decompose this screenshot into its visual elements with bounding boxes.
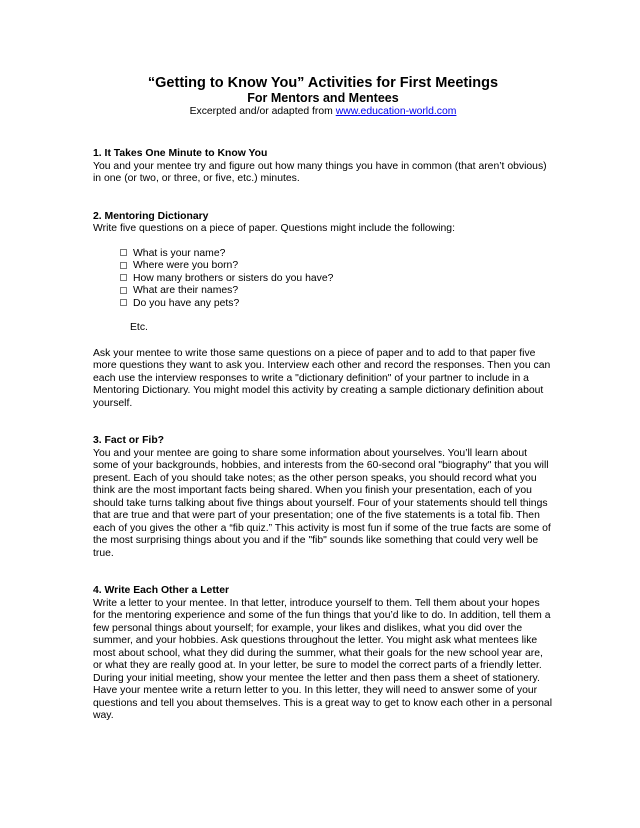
section-body: You and your mentee try and figure out how many things you have in common (that aren’t obvious) in one (or two, or three, or five, etc.) minutes. [93,160,547,184]
document-title: “Getting to Know You” Activities for First Meetings [147,75,499,91]
section-body: Ask your mentee to write those same questions on a piece of paper and to add to that paper five more questions they want to ask you. Interview each other and record the responses. Then you can each use the interview responses to write a "dictionary definition" of your partner to include in a Mentoring Dictionary. You might model this activity by creating a sample dictionary definition about yourself. [93,347,551,409]
checkbox-bullet-icon [120,262,127,269]
source-link[interactable]: www.education-world.com [335,106,457,117]
section-body: Write a letter to your mentee. In that letter, introduce yourself to them. Tell them about your hopes for the mentoring experience and some of the fun things that you’d like to do. In addition, tell them a few personal things about yourself; for example, your likes and dislikes, what you did over the summer, and your hobbies. Ask questions throughout the letter. You might ask what mentees like most about school, what they did during the summer, what their goals for the new school year are, or what they are really good at. In your letter, be sure to model the correct parts of a friendly letter. During your initial meeting, show your mentee the letter and then pass them a sheet of stationery. Have your mentee write a return letter to you. In this letter, they will need to answer some of your questions and tell you about themselves. This is a great way to get to know each other in a personal way. [93,597,552,721]
checkbox-bullet-icon [120,299,127,306]
list-item: What are their names? [120,285,553,298]
section-heading: 4. Write Each Other a Letter [93,585,230,596]
section-3 [93,435,553,560]
source-line [93,105,553,119]
list-item: How many brothers or sisters do you have? [120,273,553,286]
etc-text: Etc. [130,322,148,333]
section-heading: 1. It Takes One Minute to Know You [93,148,268,159]
section-body: You and your mentee are going to share some information about yourselves. You’ll learn about some of your backgrounds, hobbies, and interests from the 60-second oral "biography" that you will present. Each of you should take notes; as the other person speaks, you should record what you think are the most important facts being shared. When you finish your presentation, each of you should take turns talking about five things about yourself. Four of your statements should tell things that are true and that were part of your presentation; one of the five statements is a total fib. Then each of you gives the other a “fib quiz.” This activity is most fun if some of the true facts are some of the most surprising things about you and if the "fib" sounds like something that could very well be true. [93,447,551,559]
section-heading: 2. Mentoring Dictionary [93,210,209,222]
source-prefix: Excerpted and/or adapted from [189,106,336,117]
section-2 [93,211,553,411]
checkbox-bullet-icon [120,274,127,281]
list-item: What is your name? [120,248,553,261]
list-item: Where were you born? [120,260,553,273]
list-item: Do you have any pets? [120,298,553,311]
section-heading: 3. Fact or Fib? [93,435,165,446]
document-page [93,75,553,723]
section-4 [93,585,553,723]
document-subtitle: For Mentors and Mentees [247,91,399,105]
question-list [93,248,553,311]
section-intro: Write five questions on a piece of paper. Questions might include the following: [93,223,455,234]
checkbox-bullet-icon [120,287,127,294]
checkbox-bullet-icon [120,249,127,256]
section-1 [93,148,553,186]
